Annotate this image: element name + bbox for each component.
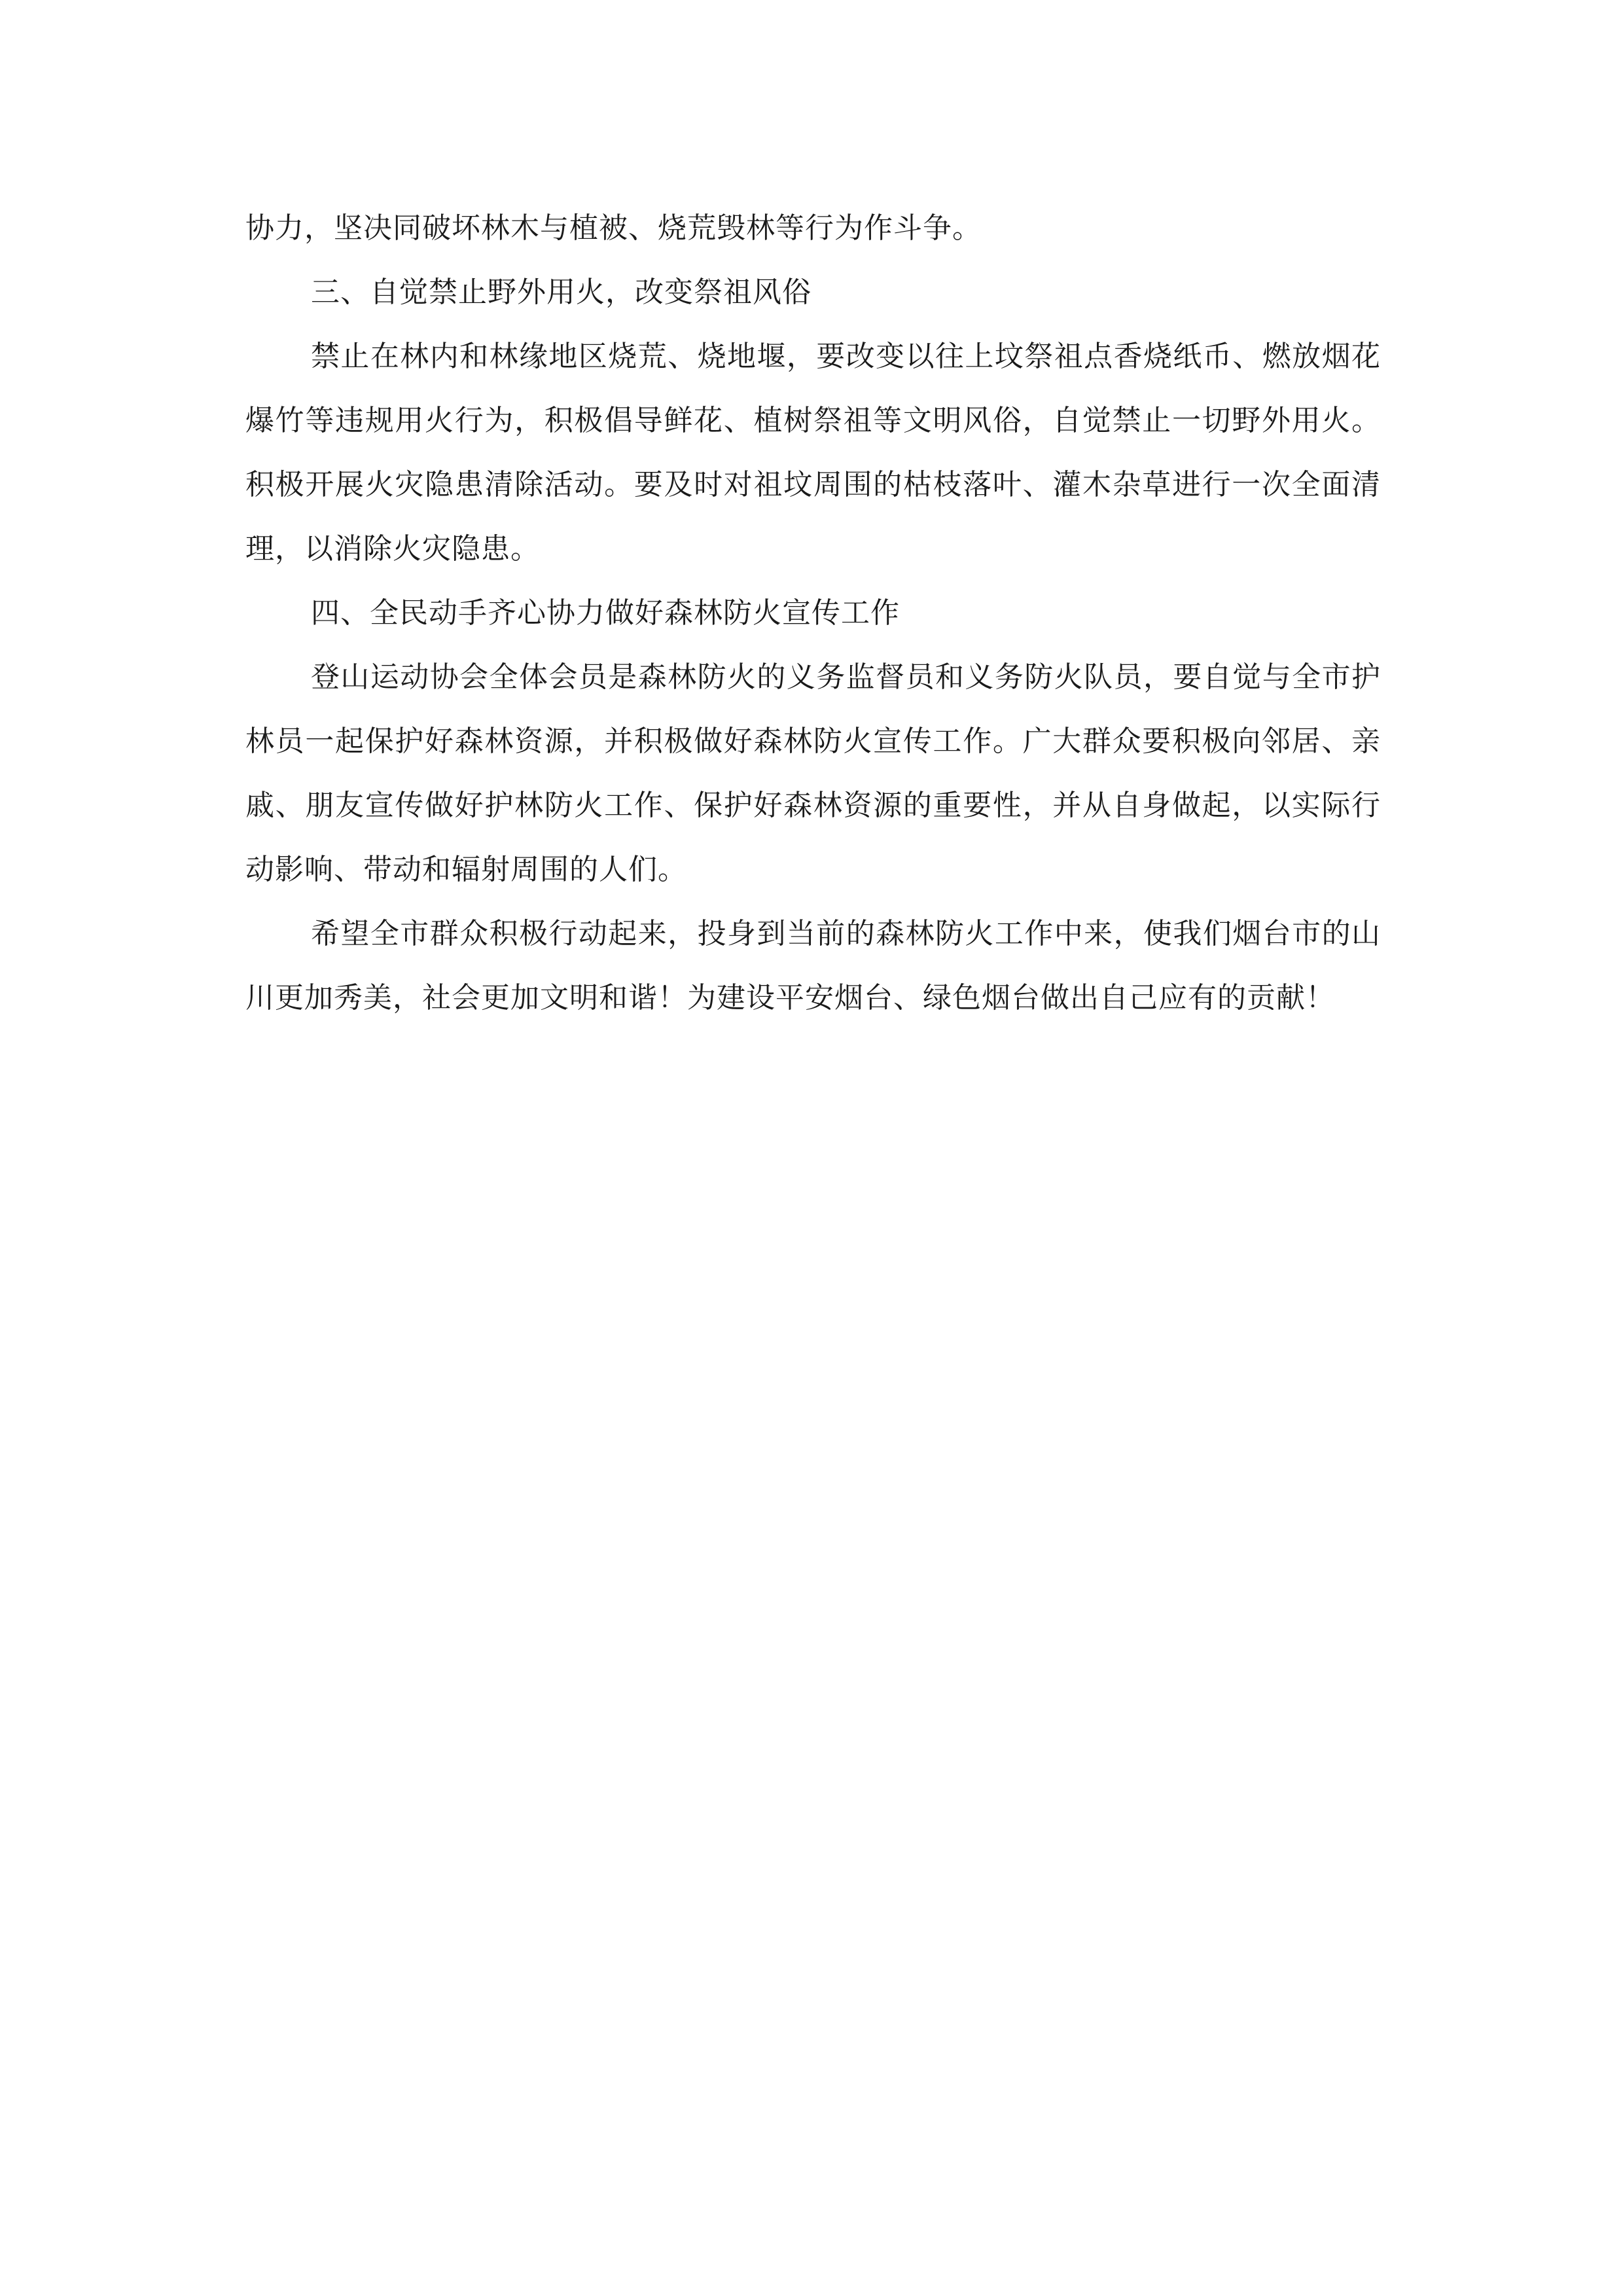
section-heading-four: 四、全民动手齐心协力做好森林防火宣传工作 [311,596,900,630]
paragraph-volunteers: 登山运动协会全体会员是森林防火的义务监督员和义务防火队员，要自觉与全市护林员一起保护好森林资源，并积极做好森林防火宣传工作。广大群众要积极向邻居、亲戚、朋友宣传做好护林防火工作、保护好森林资源的重要性，并从自身做起，以实际行动影响、带动和辐射周围的人们。 [245,660,1381,886]
paragraph-closing: 希望全市群众积极行动起来，投身到当前的森林防火工作中来，使我们烟台市的山川更加秀美，社会更加文明和谐！为建设平安烟台、绿色烟台做出自己应有的贡献！ [245,917,1381,1014]
section-heading-three: 三、自觉禁止野外用火，改变祭祖风俗 [311,276,812,309]
document-body [245,196,1381,1030]
paragraph-fire-ban: 禁止在林内和林缘地区烧荒、烧地堰，要改变以往上坟祭祖点香烧纸币、燃放烟花爆竹等违规用火行为，积极倡导鲜花、植树祭祖等文明风俗，自觉禁止一切野外用火。积极开展火灾隐患清除活动。要及时对祖坟周围的枯枝落叶、灌木杂草进行一次全面清理，以消除火灾隐患。 [245,340,1381,565]
paragraph-continuation: 协力，坚决同破坏林木与植被、烧荒毁林等行为作斗争。 [245,211,982,245]
